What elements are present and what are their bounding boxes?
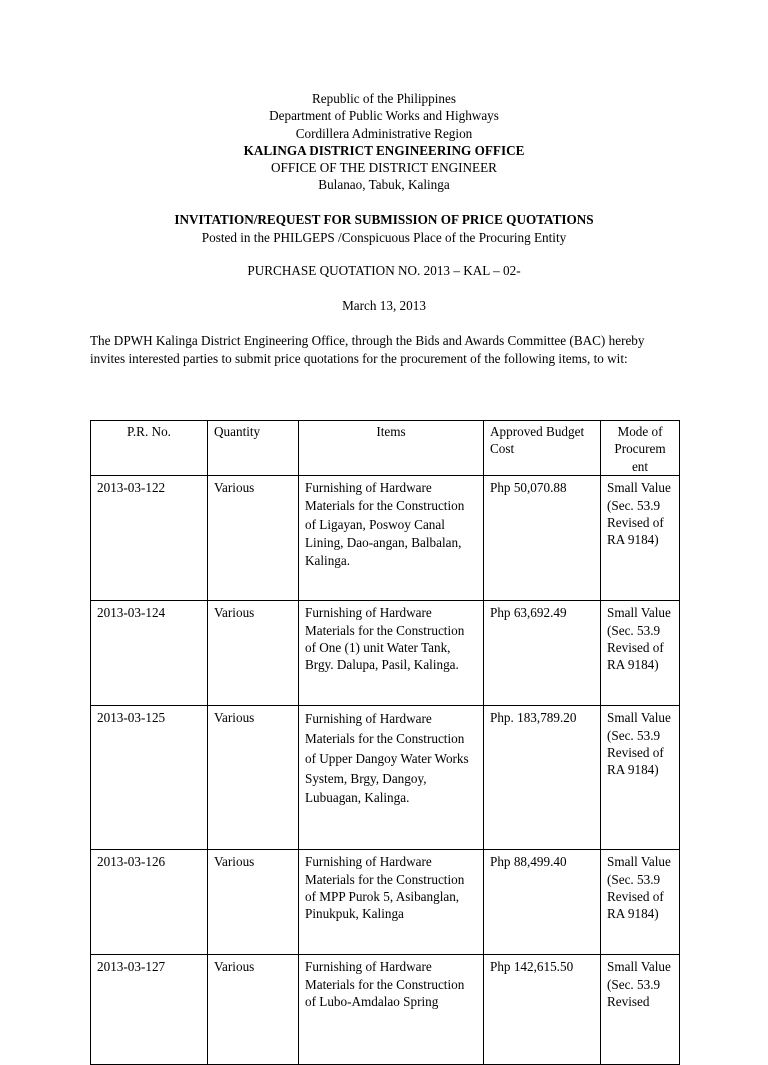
- department-line: Department of Public Works and Highways: [269, 108, 499, 124]
- cell-pr-no: 2013-03-125: [91, 706, 208, 850]
- cell-quantity: Various: [208, 850, 299, 955]
- letterhead: [0, 90, 768, 194]
- cell-abc: Php 88,499.40: [484, 850, 601, 955]
- col-header-mode: Mode of Procurem ent: [601, 421, 680, 476]
- col-header-quantity: Quantity: [208, 421, 299, 476]
- document-title-block: [0, 211, 768, 246]
- cell-abc: Php 63,692.49: [484, 601, 601, 706]
- col-header-abc: Approved Budget Cost: [484, 421, 601, 476]
- cell-quantity: Various: [208, 706, 299, 850]
- republic-line: Republic of the Philippines: [312, 91, 456, 106]
- office-subtitle: OFFICE OF THE DISTRICT ENGINEER: [271, 160, 497, 176]
- table-row: [91, 850, 680, 955]
- col-header-items: Items: [299, 421, 484, 476]
- office-name: KALINGA DISTRICT ENGINEERING OFFICE: [243, 142, 525, 158]
- cell-items: Furnishing of Hardware Materials for the Construction of Lubo-Amdalao Spring: [299, 955, 484, 1065]
- posting-note: Posted in the PHILGEPS /Conspicuous Place of the Procuring Entity: [201, 229, 567, 245]
- office-address: Bulanao, Tabuk, Kalinga: [318, 177, 450, 193]
- cell-mode: Small Value (Sec. 53.9 Revised of RA 9184): [601, 706, 680, 850]
- table-row: [91, 706, 680, 850]
- table-row: [91, 601, 680, 706]
- cell-mode: Small Value (Sec. 53.9 Revised: [601, 955, 680, 1065]
- cell-pr-no: 2013-03-126: [91, 850, 208, 955]
- table-header-row: [91, 421, 680, 476]
- cell-mode: Small Value (Sec. 53.9 Revised of RA 9184): [601, 850, 680, 955]
- cell-items: Furnishing of Hardware Materials for the Construction of One (1) unit Water Tank, Brgy. Dalupa, Pasil, Kalinga.: [299, 601, 484, 706]
- intro-paragraph: The DPWH Kalinga District Engineering Office, through the Bids and Awards Committee (BAC) hereby invites interested parties to submit price quotations for the procurement of the following items, to wit:: [90, 333, 645, 366]
- cell-pr-no: 2013-03-124: [91, 601, 208, 706]
- quotation-number: PURCHASE QUOTATION NO. 2013 – KAL – 02-: [247, 263, 521, 278]
- cell-items: Furnishing of Hardware Materials for the Construction of Ligayan, Poswoy Canal Lining, Dao-angan, Balbalan, Kalinga.: [299, 476, 484, 601]
- region-line: Cordillera Administrative Region: [295, 125, 473, 141]
- cell-abc: Php 142,615.50: [484, 955, 601, 1065]
- document-title: INVITATION/REQUEST FOR SUBMISSION OF PRICE QUOTATIONS: [174, 212, 594, 227]
- cell-pr-no: 2013-03-122: [91, 476, 208, 601]
- cell-mode: Small Value (Sec. 53.9 Revised of RA 9184): [601, 601, 680, 706]
- cell-quantity: Various: [208, 476, 299, 601]
- table-row: [91, 955, 680, 1065]
- cell-abc: Php. 183,789.20: [484, 706, 601, 850]
- cell-items: Furnishing of Hardware Materials for the Construction of Upper Dangoy Water Works System, Brgy, Dangoy, Lubuagan, Kalinga.: [299, 706, 484, 850]
- cell-items: Furnishing of Hardware Materials for the Construction of MPP Purok 5, Asibanglan, Pinukpuk, Kalinga: [299, 850, 484, 955]
- cell-abc: Php 50,070.88: [484, 476, 601, 601]
- items-table: [90, 420, 680, 1065]
- cell-pr-no: 2013-03-127: [91, 955, 208, 1065]
- cell-mode: Small Value (Sec. 53.9 Revised of RA 9184): [601, 476, 680, 601]
- col-header-pr-no: P.R. No.: [91, 421, 208, 476]
- cell-quantity: Various: [208, 955, 299, 1065]
- cell-quantity: Various: [208, 601, 299, 706]
- table-row: [91, 476, 680, 601]
- document-date: March 13, 2013: [342, 298, 426, 313]
